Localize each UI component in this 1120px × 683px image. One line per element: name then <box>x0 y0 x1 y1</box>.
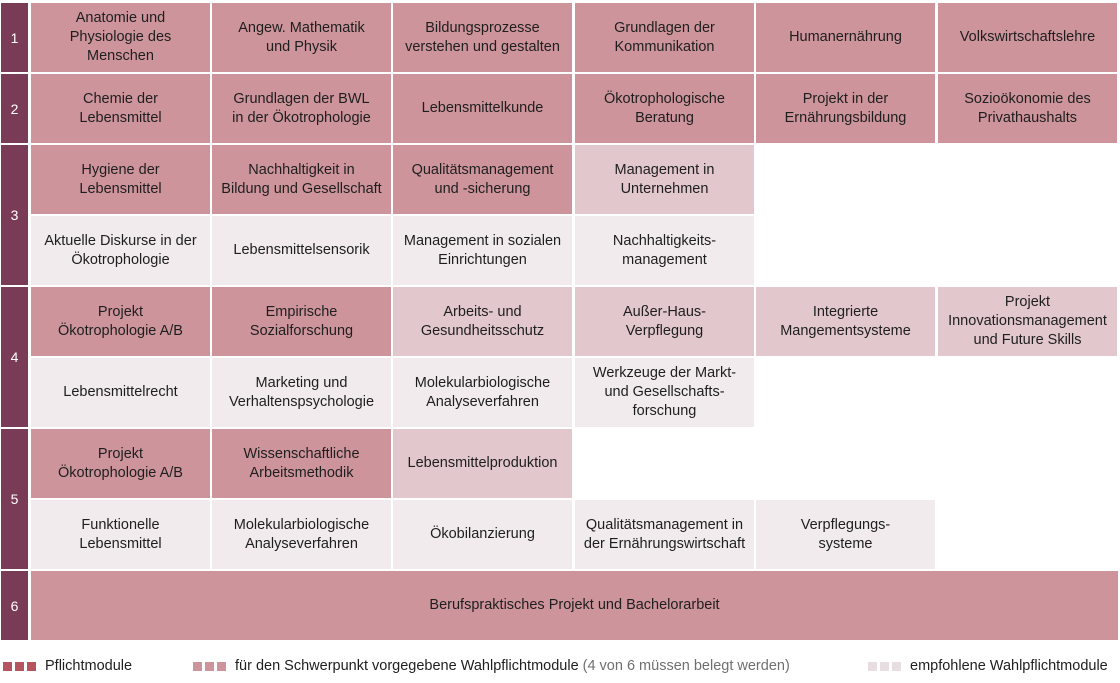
module-cell: Integrierte Mangementsysteme <box>756 287 935 356</box>
semester-2-label: 2 <box>1 74 28 143</box>
legend-pflicht-swatch <box>3 662 39 671</box>
module-cell: Verpflegungs- systeme <box>756 500 935 569</box>
module-cell: Hygiene der Lebensmittel <box>31 145 210 214</box>
module-cell: Management in sozialen Einrichtungen <box>393 216 572 285</box>
legend-wahlpflicht-note: (4 von 6 müssen belegt werden) <box>582 658 790 674</box>
semester-1-label: 1 <box>1 3 28 72</box>
module-cell: Aktuelle Diskurse in der Ökotrophologie <box>31 216 210 285</box>
module-cell: Lebensmittelsensorik <box>212 216 391 285</box>
semester-4-label: 4 <box>1 287 28 427</box>
module-cell: Anatomie und Physiologie des Menschen <box>31 3 210 72</box>
module-cell: Außer-Haus- Verpflegung <box>575 287 754 356</box>
semester-3-label: 3 <box>1 145 28 285</box>
module-cell: Marketing und Verhaltenspsychologie <box>212 358 391 427</box>
semester-5-label: 5 <box>1 429 28 569</box>
module-cell: Arbeits- und Gesundheitsschutz <box>393 287 572 356</box>
module-cell: Qualitätsmanagement in der Ernährungswirtschaft <box>575 500 754 569</box>
semester-6-label: 6 <box>1 571 28 640</box>
module-cell: Chemie der Lebensmittel <box>31 74 210 143</box>
module-cell: Grundlagen der Kommunikation <box>575 3 754 72</box>
module-cell: Sozioökonomie des Privathaushalts <box>938 74 1117 143</box>
module-cell: Empirische Sozialforschung <box>212 287 391 356</box>
module-cell: Grundlagen der BWL in der Ökotrophologie <box>212 74 391 143</box>
module-cell: Funktionelle Lebensmittel <box>31 500 210 569</box>
module-cell: Molekularbiologische Analyseverfahren <box>393 358 572 427</box>
module-cell: Ökotrophologische Beratung <box>575 74 754 143</box>
module-cell: Molekularbiologische Analyseverfahren <box>212 500 391 569</box>
module-cell: Projekt Ökotrophologie A/B <box>31 429 210 498</box>
legend-empfohlen-label: empfohlene Wahlpflichtmodule <box>910 658 1108 674</box>
module-cell: Nachhaltigkeits- management <box>575 216 754 285</box>
legend-wahlpflicht <box>193 657 790 675</box>
module-cell: Lebensmittelproduktion <box>393 429 572 498</box>
module-cell: Wissenschaftliche Arbeitsmethodik <box>212 429 391 498</box>
legend-wahlpflicht-label: für den Schwerpunkt vorgegebene Wahlpflichtmodule <box>235 658 579 674</box>
module-cell: Lebensmittelrecht <box>31 358 210 427</box>
legend-pflicht <box>3 657 132 675</box>
module-cell: Nachhaltigkeit in Bildung und Gesellschaft <box>212 145 391 214</box>
module-cell: Humanernährung <box>756 3 935 72</box>
module-cell: Werkzeuge der Markt- und Gesellschafts- forschung <box>575 358 754 427</box>
module-cell: Bildungsprozesse verstehen und gestalten <box>393 3 572 72</box>
module-cell: Management in Unternehmen <box>575 145 754 214</box>
legend-pflicht-label: Pflichtmodule <box>45 658 133 674</box>
module-cell: Projekt in der Ernährungsbildung <box>756 74 935 143</box>
module-cell: Volkswirtschaftslehre <box>938 3 1117 72</box>
module-cell: Berufspraktisches Projekt und Bachelorarbeit <box>31 571 1118 640</box>
module-cell: Angew. Mathematik und Physik <box>212 3 391 72</box>
module-cell: Projekt Ökotrophologie A/B <box>31 287 210 356</box>
legend-empfohlen-swatch <box>868 662 904 671</box>
legend-wahlpflicht-swatch <box>193 662 229 671</box>
module-cell: Ökobilanzierung <box>393 500 572 569</box>
module-cell: Lebensmittelkunde <box>393 74 572 143</box>
module-cell: Projekt Innovationsmanagement und Future Skills <box>938 287 1117 356</box>
legend-empfohlen <box>868 657 1108 675</box>
module-cell: Qualitätsmanagement und -sicherung <box>393 145 572 214</box>
